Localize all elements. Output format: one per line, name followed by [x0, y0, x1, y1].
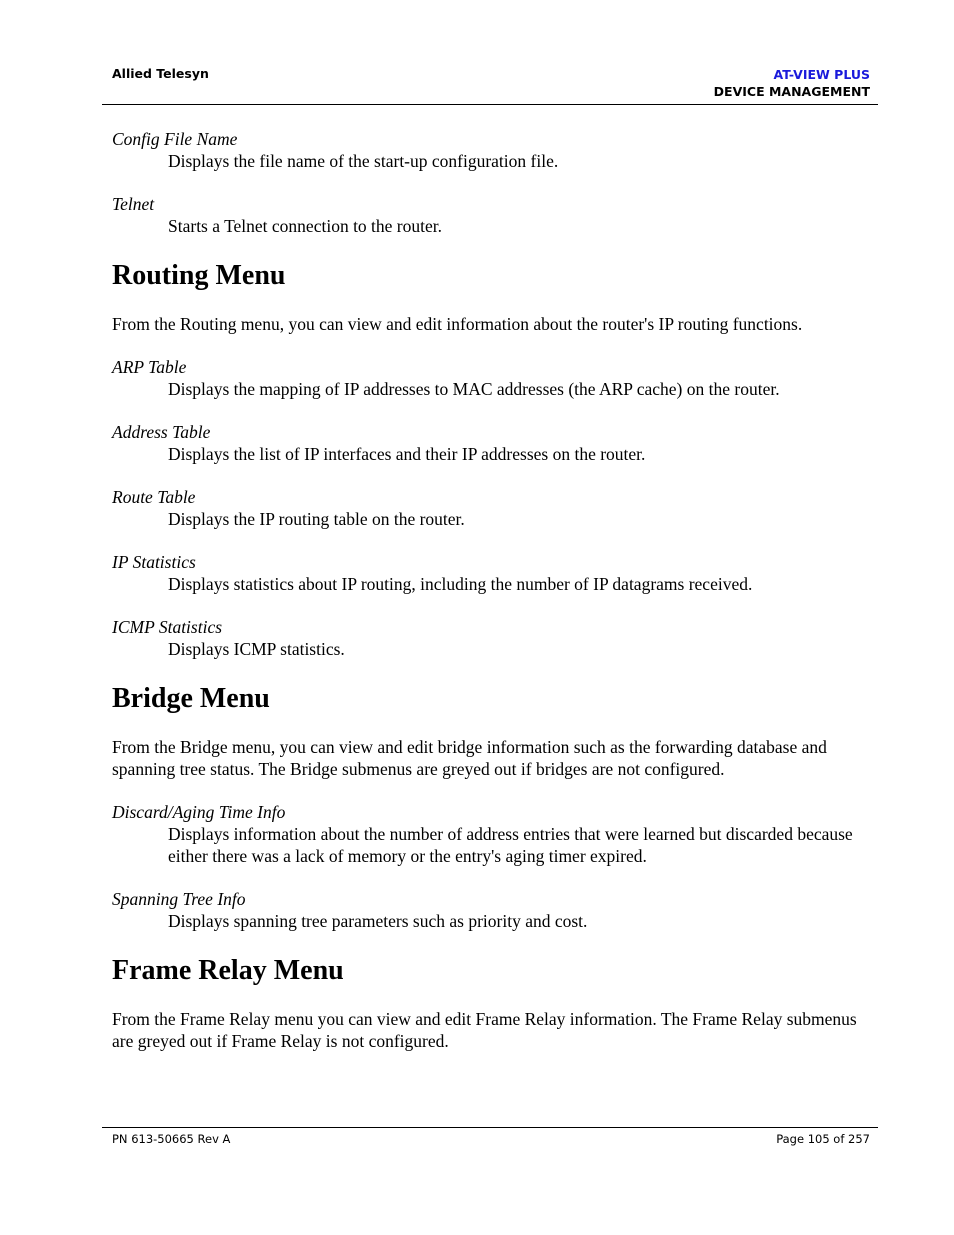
- term-address-table: Address Table: [112, 422, 211, 442]
- desc-address-table: Displays the list of IP interfaces and their IP addresses on the router.: [168, 444, 646, 464]
- term-ip-statistics: IP Statistics: [112, 552, 196, 572]
- desc-telnet: Starts a Telnet connection to the router.: [168, 216, 443, 236]
- desc-icmp-statistics: Displays ICMP statistics.: [168, 639, 345, 659]
- desc-discard-aging-time-info: Displays information about the number of address entries that were learned but discarded because either there was a lack of memory or the entry's aging timer expired.: [168, 824, 853, 866]
- routing-intro: From the Routing menu, you can view and edit information about the router's IP routing functions.: [112, 314, 803, 334]
- term-route-table: Route Table: [112, 487, 196, 507]
- desc-route-table: Displays the IP routing table on the router.: [168, 509, 465, 529]
- heading-frame-relay-menu: Frame Relay Menu: [112, 955, 344, 986]
- desc-arp-table: Displays the mapping of IP addresses to MAC addresses (the ARP cache) on the router.: [168, 379, 780, 399]
- desc-spanning-tree-info: Displays spanning tree parameters such as priority and cost.: [168, 911, 588, 931]
- header-company: Allied Telesyn: [112, 66, 209, 81]
- bridge-intro: From the Bridge menu, you can view and edit bridge information such as the forwarding database and spanning tree status. The Bridge submenus are greyed out if bridges are not configured.: [112, 737, 827, 779]
- header-section: DEVICE MANAGEMENT: [713, 84, 870, 99]
- footer-part-number: PN 613-50665 Rev A: [112, 1132, 231, 1146]
- header-title-block: [714, 66, 870, 100]
- term-config-file-name: Config File Name: [112, 129, 238, 149]
- heading-routing-menu: Routing Menu: [112, 260, 286, 291]
- term-telnet: Telnet: [112, 194, 155, 214]
- footer-page-number: Page 105 of 257: [776, 1132, 870, 1146]
- heading-bridge-menu: Bridge Menu: [112, 683, 270, 714]
- term-discard-aging-time-info: Discard/Aging Time Info: [112, 802, 286, 822]
- header-rule: [102, 104, 878, 105]
- term-spanning-tree-info: Spanning Tree Info: [112, 889, 246, 909]
- desc-config-file-name: Displays the file name of the start-up configuration file.: [168, 151, 559, 171]
- term-arp-table: ARP Table: [112, 357, 187, 377]
- desc-ip-statistics: Displays statistics about IP routing, including the number of IP datagrams received.: [168, 574, 753, 594]
- footer-rule: [102, 1127, 878, 1128]
- page-content: [112, 128, 872, 1073]
- term-icmp-statistics: ICMP Statistics: [112, 617, 223, 637]
- header-product: AT-VIEW PLUS: [773, 67, 870, 82]
- frame-relay-intro: From the Frame Relay menu you can view and edit Frame Relay information. The Frame Relay submenus are greyed out if Frame Relay is not configured.: [112, 1009, 857, 1051]
